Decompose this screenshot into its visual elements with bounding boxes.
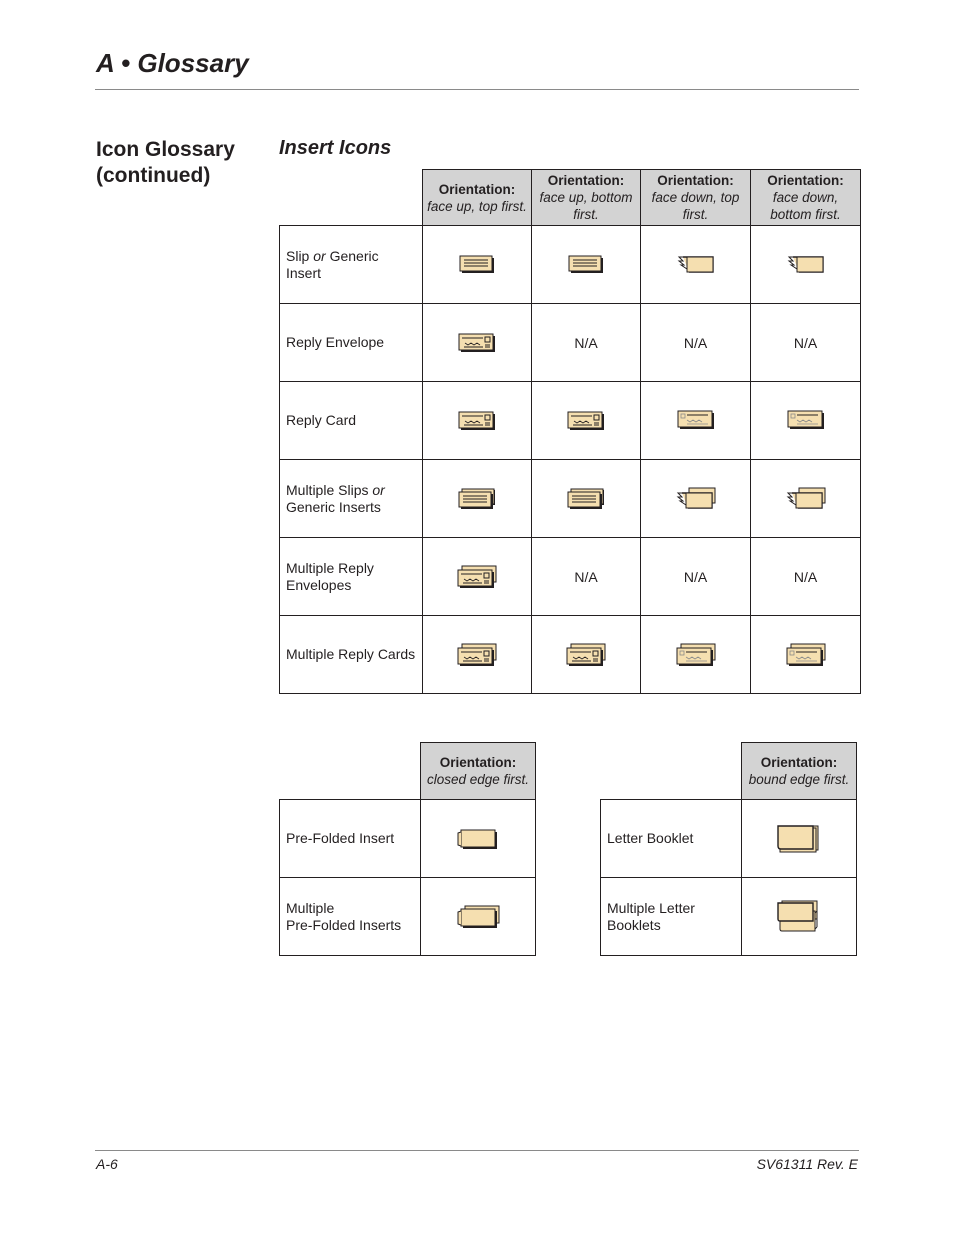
icon-cell <box>423 538 532 616</box>
reply-card-back-icon <box>751 408 860 434</box>
icon-cell <box>423 616 532 694</box>
multiple-slips-icon <box>423 486 531 512</box>
not-applicable-cell: N/A <box>751 304 861 382</box>
icon-cell <box>751 382 861 460</box>
pre-folded-table <box>279 742 536 956</box>
table-row <box>280 304 861 382</box>
column-header: Orientation: face up, bottom first. <box>532 170 641 226</box>
column-header: Orientation: bound edge first. <box>742 743 857 800</box>
multiple-reply-cards-back-icon <box>641 642 750 668</box>
row-label: Multiple Letter Booklets <box>601 878 742 956</box>
icon-cell <box>641 382 751 460</box>
not-applicable-cell: N/A <box>641 538 751 616</box>
booklet-table <box>600 742 857 956</box>
row-label: Reply Card <box>280 382 423 460</box>
table-row <box>280 538 861 616</box>
corner-cell <box>280 170 423 226</box>
header-row <box>280 170 861 226</box>
icon-cell <box>751 616 861 694</box>
multiple-slips-face-down-icon <box>751 486 860 512</box>
multiple-reply-envelopes-icon <box>423 564 531 590</box>
not-applicable-cell: N/A <box>641 304 751 382</box>
row-label: Slip or Generic Insert <box>280 226 423 304</box>
insert-icons-table <box>279 169 861 694</box>
table-row <box>280 616 861 694</box>
not-applicable-cell: N/A <box>532 538 641 616</box>
icon-cell <box>532 226 641 304</box>
icon-cell <box>423 460 532 538</box>
icon-cell <box>742 800 857 878</box>
table-row <box>280 382 861 460</box>
column-header: Orientation: face up, top first. <box>423 170 532 226</box>
header-row <box>280 743 536 800</box>
reply-envelope-icon <box>423 330 531 356</box>
reply-card-icon <box>423 408 531 434</box>
header-row <box>601 743 857 800</box>
multiple-slips-icon <box>532 486 640 512</box>
row-label: Pre-Folded Insert <box>280 800 421 878</box>
icon-cell <box>641 226 751 304</box>
header-rule <box>95 89 859 90</box>
icon-cell <box>532 460 641 538</box>
page-number: A-6 <box>96 1156 118 1172</box>
slip-insert-icon <box>423 252 531 278</box>
document-id: SV61311 Rev. E <box>756 1156 858 1172</box>
letter-booklet-icon <box>742 823 856 855</box>
row-label: Multiple Reply Cards <box>280 616 423 694</box>
multiple-pre-folded-inserts-icon <box>421 904 535 930</box>
slip-insert-icon <box>532 252 640 278</box>
chapter-title: A • Glossary <box>96 48 249 78</box>
icon-cell <box>751 460 861 538</box>
multiple-reply-cards-icon <box>423 642 531 668</box>
pre-folded-insert-icon <box>421 826 535 852</box>
table-row <box>280 878 536 956</box>
icon-cell <box>423 226 532 304</box>
icon-cell <box>641 460 751 538</box>
column-header: Orientation: face down, top first. <box>641 170 751 226</box>
icon-cell <box>421 800 536 878</box>
column-header: Orientation: closed edge first. <box>421 743 536 800</box>
reply-card-icon <box>532 408 640 434</box>
icon-cell <box>742 878 857 956</box>
column-header: Orientation: face down, bottom first. <box>751 170 861 226</box>
row-label: Multiple Pre-Folded Inserts <box>280 878 421 956</box>
icon-cell <box>423 382 532 460</box>
table-row <box>280 460 861 538</box>
multiple-slips-face-down-icon <box>641 486 750 512</box>
icon-cell <box>532 382 641 460</box>
multiple-reply-cards-back-icon <box>751 642 860 668</box>
footer-rule <box>95 1150 859 1151</box>
table-row <box>280 226 861 304</box>
section-title: Icon Glossary (continued) <box>96 138 235 187</box>
icon-cell <box>421 878 536 956</box>
row-label: Reply Envelope <box>280 304 423 382</box>
icon-cell <box>751 226 861 304</box>
icon-cell <box>641 616 751 694</box>
table-row <box>601 800 857 878</box>
icon-cell <box>532 616 641 694</box>
icon-cell <box>423 304 532 382</box>
row-label: Letter Booklet <box>601 800 742 878</box>
row-label: Multiple Reply Envelopes <box>280 538 423 616</box>
row-label: Multiple Slips or Generic Inserts <box>280 460 423 538</box>
corner-cell <box>280 743 421 800</box>
subsection-title: Insert Icons <box>279 137 392 159</box>
corner-cell <box>601 743 742 800</box>
table-row <box>280 800 536 878</box>
slip-face-down-icon <box>751 252 860 278</box>
multiple-letter-booklets-icon <box>742 899 856 935</box>
not-applicable-cell: N/A <box>532 304 641 382</box>
slip-face-down-icon <box>641 252 750 278</box>
multiple-reply-cards-icon <box>532 642 640 668</box>
table-row <box>601 878 857 956</box>
not-applicable-cell: N/A <box>751 538 861 616</box>
reply-card-back-icon <box>641 408 750 434</box>
